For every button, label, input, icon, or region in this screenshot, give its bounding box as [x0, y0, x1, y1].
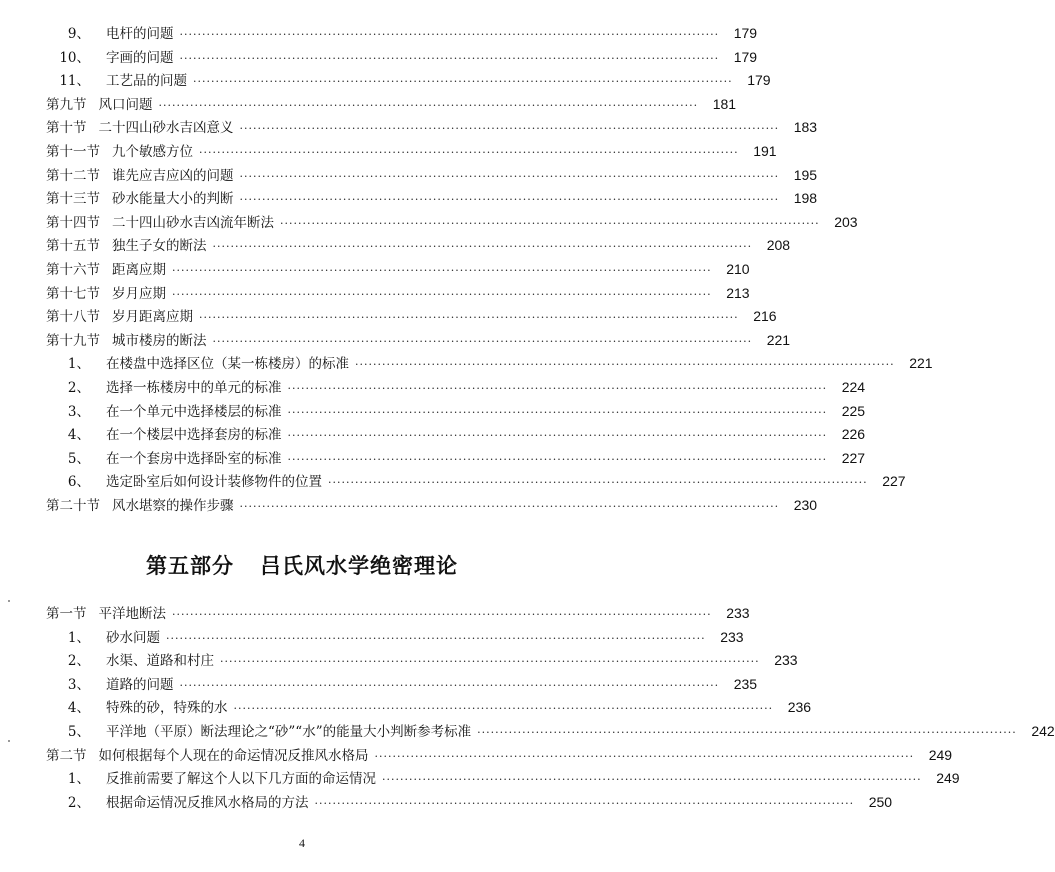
toc-entry-title: 二十四山砂水吉凶意义 — [98, 120, 234, 137]
toc-section-label: 第九节 — [46, 96, 87, 113]
toc-page-number: 226 — [841, 426, 866, 443]
toc-entry-title: 反推前需要了解这个人以下几方面的命运情况 — [106, 771, 376, 788]
toc-section-label: 第十七节 — [46, 285, 100, 302]
toc-entry-title: 距离应期 — [112, 262, 166, 278]
toc-entry-title: 在楼盘中选择区位（某一栋楼房）的标准 — [106, 356, 349, 373]
toc-item-number: 2、 — [67, 380, 90, 396]
toc-leader-dots: ························································································································ — [212, 334, 753, 348]
toc-leader-dots: ························································································································ — [477, 726, 1017, 739]
toc-entry-title: 二十四山砂水吉凶流年断法 — [112, 214, 274, 231]
part-heading-title: 吕氏风水学绝密理论 — [260, 554, 458, 578]
toc-entry-title: 根据命运情况反推风水格局的方法 — [106, 794, 309, 811]
toc-page-number: 227 — [841, 449, 866, 466]
toc-item-number: 9、 — [67, 26, 90, 42]
toc-entry-title: 特殊的砂，特殊的水 — [106, 700, 228, 717]
toc-entry — [0, 791, 893, 813]
toc-entry-title: 平洋地（平原）断法理论之“砂”“水”的能量大小判断参考标准 — [106, 724, 472, 740]
toc-page-number: 198 — [793, 190, 818, 207]
toc-leader-dots: ························································································································ — [355, 358, 895, 372]
toc-page-number: 230 — [793, 497, 818, 513]
toc-entry — [0, 423, 866, 445]
toc-item-number: 3、 — [67, 403, 90, 420]
toc-entry-title: 选定卧室后如何设计装修物件的位置 — [106, 474, 322, 491]
toc-page-number: 221 — [909, 355, 933, 372]
toc-page-number: 250 — [868, 793, 893, 810]
toc-leader-dots: ························································································································ — [179, 51, 720, 65]
toc-entry-title: 风水堪察的操作步骤 — [112, 498, 234, 514]
toc-leader-dots: ························································································································ — [374, 749, 915, 763]
toc-entry-title: 九个敏感方位 — [112, 144, 193, 160]
toc-entry — [0, 447, 866, 469]
toc-section-label: 第十节 — [46, 120, 87, 137]
toc-page-number: 213 — [726, 284, 750, 301]
toc-entry — [0, 116, 818, 138]
toc-page-number: 216 — [753, 308, 777, 325]
toc-leader-dots: ························································································································ — [179, 28, 720, 41]
toc-leader-dots: ························································································································ — [328, 476, 868, 490]
toc-leader-dots: ························································································································ — [287, 382, 828, 395]
toc-entry — [0, 767, 960, 789]
toc-section-label: 第二十节 — [46, 498, 100, 514]
toc-entry — [0, 602, 750, 624]
toc-page-number: 208 — [766, 237, 791, 254]
toc-item-number: 3、 — [67, 676, 90, 693]
toc-item-number: 5、 — [67, 724, 90, 740]
toc-leader-dots: ························································································································ — [179, 678, 720, 692]
toc-entry-title: 字画的问题 — [106, 49, 174, 66]
toc-entry-title: 选择一栋楼房中的单元的标准 — [106, 380, 282, 396]
toc-item-number: 10、 — [59, 49, 90, 66]
toc-leader-dots: ························································································································ — [172, 287, 712, 301]
toc-page-number: 191 — [753, 143, 777, 159]
toc-entry-title: 在一个楼层中选择套房的标准 — [106, 427, 282, 444]
toc-leader-dots: ························································································································ — [287, 429, 828, 443]
toc-leader-dots: ························································································································ — [172, 608, 712, 621]
toc-leader-dots: ························································································································ — [239, 193, 780, 207]
toc-entry — [0, 140, 777, 162]
toc-leader-dots: ························································································································ — [239, 500, 780, 513]
toc-page-number: 225 — [841, 402, 866, 419]
toc-page-number: 210 — [726, 261, 750, 277]
toc-page-number: 224 — [841, 379, 866, 395]
toc-leader-dots: ························································································································ — [239, 122, 780, 136]
toc-leader-dots: ························································································································ — [212, 240, 753, 254]
toc-section-label: 第十一节 — [46, 144, 100, 160]
toc-leader-dots: ························································································································ — [239, 169, 780, 183]
toc-entry-title: 在一个套房中选择卧室的标准 — [106, 450, 282, 467]
toc-item-number: 4、 — [67, 427, 90, 444]
toc-entry-title: 水渠、道路和村庄 — [106, 653, 214, 670]
toc-leader-dots: ························································································································ — [233, 702, 774, 716]
toc-page-number: 181 — [712, 95, 737, 112]
toc-section-label: 第十四节 — [46, 214, 100, 231]
part-heading — [0, 550, 604, 580]
toc-entry — [0, 282, 750, 304]
toc-section-label: 第十五节 — [46, 238, 100, 255]
toc-entry — [0, 187, 818, 209]
page-number: 4 — [299, 836, 305, 850]
toc-page-number: 183 — [793, 119, 818, 136]
toc-page-number: 249 — [936, 770, 960, 787]
toc-leader-dots: ························································································································ — [220, 655, 760, 669]
toc-item-number: 1、 — [67, 771, 90, 788]
toc-entry — [0, 673, 758, 695]
toc-entry — [0, 494, 818, 516]
toc-entry — [0, 720, 1055, 742]
toc-section-label: 第十三节 — [46, 191, 100, 208]
margin-mark — [8, 600, 10, 602]
toc-entry-title: 平洋地断法 — [98, 606, 166, 622]
toc-item-number: 2、 — [67, 653, 90, 670]
toc-item-number: 5、 — [67, 450, 90, 467]
toc-page-number: 221 — [766, 331, 791, 348]
toc-item-number: 4、 — [67, 700, 90, 717]
toc-page-number: 233 — [726, 605, 750, 621]
toc-item-number: 2、 — [67, 794, 90, 811]
toc-leader-dots: ························································································································ — [158, 98, 699, 112]
margin-mark — [8, 740, 10, 742]
toc-entry-title: 工艺品的问题 — [106, 73, 187, 90]
toc-page-number: 249 — [928, 746, 953, 763]
toc-item-number: 1、 — [67, 629, 90, 646]
toc-item-number: 1、 — [67, 356, 90, 373]
toc-page-number: 179 — [733, 25, 758, 41]
toc-section-label: 第十二节 — [46, 167, 100, 184]
toc-entry — [0, 258, 750, 280]
toc-page-number: 227 — [882, 473, 906, 490]
toc-entry — [0, 211, 858, 233]
toc-entry-title: 如何根据每个人现在的命运情况反推风水格局 — [98, 747, 369, 764]
toc-leader-dots: ························································································································ — [193, 75, 733, 89]
toc-section-label: 第十九节 — [46, 332, 100, 349]
toc-entry-title: 风口问题 — [98, 96, 153, 113]
part-heading-number: 第五部分 — [146, 554, 234, 578]
toc-entry-title: 在一个单元中选择楼层的标准 — [106, 403, 282, 420]
toc-item-number: 6、 — [67, 474, 90, 491]
toc-entry — [0, 22, 758, 44]
toc-entry-title: 城市楼房的断法 — [112, 332, 207, 349]
toc-entry — [0, 234, 791, 256]
toc-entry-title: 道路的问题 — [106, 676, 174, 693]
toc-page-number: 179 — [733, 48, 758, 65]
toc-entry-title: 电杆的问题 — [106, 26, 174, 42]
toc-leader-dots: ························································································································ — [287, 452, 828, 466]
toc-page-number: 242 — [1031, 723, 1055, 739]
toc-section-label: 第十八节 — [46, 309, 100, 326]
toc-page-number: 179 — [747, 72, 771, 89]
toc-entry — [0, 744, 953, 766]
toc-leader-dots: ························································································································ — [199, 311, 739, 325]
toc-section-label: 第一节 — [46, 606, 87, 622]
toc-leader-dots: ························································································································ — [172, 264, 712, 277]
toc-entry — [0, 696, 812, 718]
toc-entry — [0, 649, 798, 671]
toc-entry-title: 谁先应吉应凶的问题 — [112, 167, 234, 184]
toc-entry — [0, 93, 737, 115]
toc-leader-dots: ························································································································ — [287, 405, 828, 419]
toc-entry-title: 砂水问题 — [106, 629, 160, 646]
toc-entry — [0, 305, 777, 327]
toc-leader-dots: ························································································································ — [199, 146, 739, 159]
toc-entry — [0, 46, 758, 68]
toc-leader-dots: ························································································································ — [382, 773, 922, 787]
toc-entry — [0, 470, 906, 492]
toc-entry — [0, 400, 866, 422]
toc-entry — [0, 376, 866, 398]
toc-page-number: 236 — [787, 699, 812, 716]
toc-entry-title: 岁月应期 — [112, 285, 166, 302]
toc-entry — [0, 69, 771, 91]
toc-leader-dots: ························································································································ — [314, 796, 855, 810]
toc-leader-dots: ························································································································ — [280, 216, 820, 230]
toc-page-number: 233 — [720, 628, 744, 645]
toc-entry — [0, 164, 818, 186]
toc-entry — [0, 626, 744, 648]
toc-entry-title: 独生子女的断法 — [112, 238, 207, 255]
toc-section-label: 第二节 — [46, 747, 87, 764]
toc-entry-title: 砂水能量大小的判断 — [112, 191, 234, 208]
toc-section-label: 第十六节 — [46, 262, 100, 278]
toc-page-number: 203 — [834, 213, 858, 230]
toc-page-number: 235 — [733, 675, 758, 692]
toc-page-number: 233 — [774, 652, 798, 669]
toc-entry-title: 岁月距离应期 — [112, 309, 193, 326]
toc-item-number: 11、 — [59, 73, 90, 90]
toc-entry — [0, 329, 791, 351]
toc-page-number: 195 — [793, 166, 818, 183]
toc-entry — [0, 352, 933, 374]
toc-leader-dots: ························································································································ — [166, 631, 706, 645]
